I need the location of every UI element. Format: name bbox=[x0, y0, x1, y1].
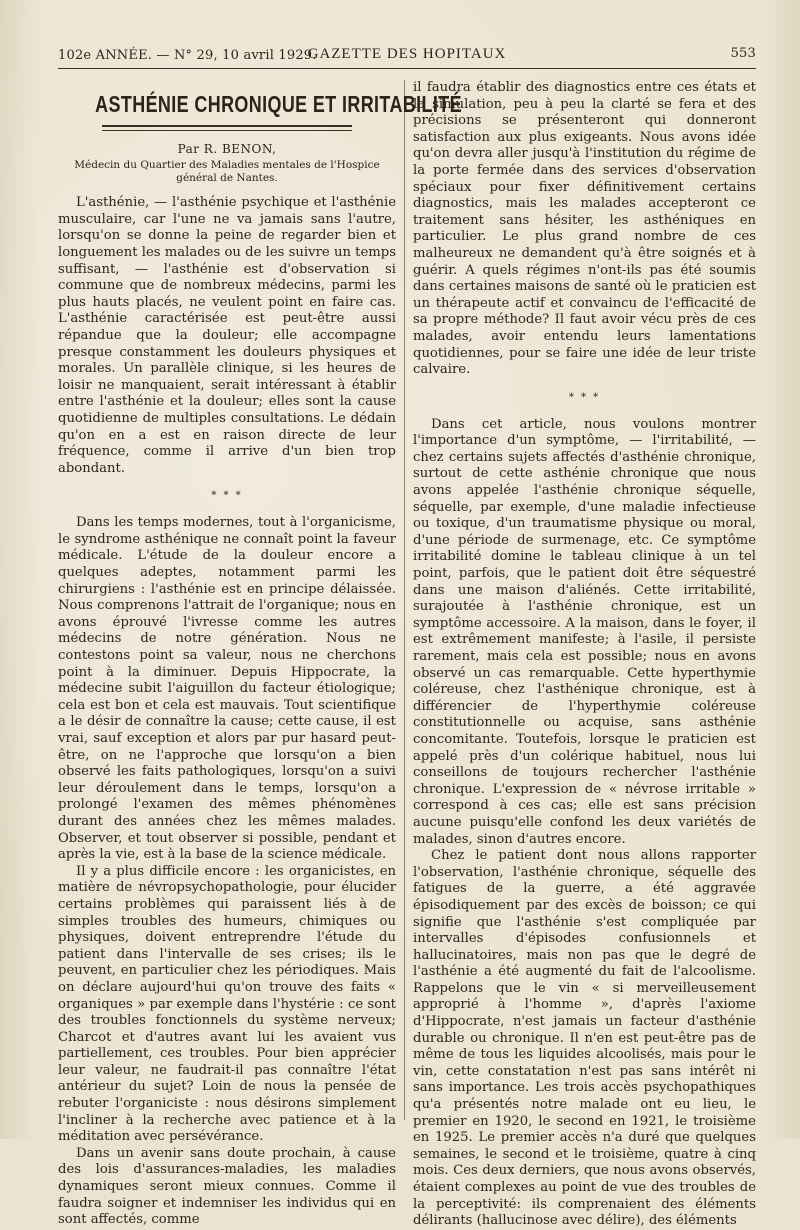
left-column bbox=[58, 80, 462, 1229]
paragraph: Dans les temps modernes, tout à l'organicisme, le syndrome asthénique ne connaît point la faveur médicale. L'étude de la douleur encore a quelques adeptes, notamment parmi les chirurgiens : l'asthénie est en principe délaissée. Nous comprenons l'attrait de l'organique; nous en avons éprouvé l'ivresse comme les autres médecins de notre génération. Nous ne contestons point sa valeur, nous ne cherchons point à la diminuer. Depuis Hippocrate, la médecine subit l'aiguillon du facteur étiologique; cela est bon et cela est mauvais. Tout scientifique a le désir de connaître la cause; cette cause, il est vrai, sauf exception et alors par pur hasard peut-être, on ne l'approche que lorsqu'on a bien observé les faits pathologiques, lorsqu'on a suivi leur déroulement dans le temps, lorsqu'on a prolongé l'examen des mêmes phénomènes durant des années chez les mêmes malades. Observer, et tout observer si possible, pendant et après la vie, est à la base de la science médicale. bbox=[58, 515, 396, 863]
section-separator: * * * bbox=[211, 490, 243, 502]
paragraph: L'asthénie, — l'asthénie psychique et l'asthénie musculaire, car l'une ne va jamais sans l'autre, lorsqu'on se donne la peine de regarder bien et longuement les malades ou de les suivre un temps suffisant, — l'asthénie est d'observation si commune que de nombreux médecins, parmi les plus hauts placés, ne veulent point en faire cas. L'asthénie caractérisée est peut-être aussi répandue que la douleur; elle accompagne presque constamment les douleurs physiques et morales. Un parallèle clinique, si les heures de loisir ne manquaient, serait intéressant à établir entre l'asthénie et la douleur; elles sont la cause quotidienne de multiples consultations. Le dédain qu'on en a est en raison directe de leur fréquence, comme il arrive d'un bien trop abondant. bbox=[58, 195, 396, 476]
page-number: 553 bbox=[730, 46, 756, 61]
right-column bbox=[413, 80, 756, 1230]
article-title: ASTHÉNIE CHRONIQUE ET IRRITABILITÉ bbox=[95, 91, 462, 117]
paragraph: Il y a plus difficile encore : les organicistes, en matière de névropsychopathologie, pour élucider certains problèmes qui paraissent liés à de simples troubles des humeurs, chimiques ou physiques, doivent entreprendre l'étude du patient dans l'intervalle de ses crises; ils le peuvent, en particulier chez les périodiques. Mais on déclare aujourd'hui qu'on trouve des faits « organiques » par exemple dans l'hystérie : ce sont des troubles fonctionnels du système nerveux; Charcot et d'autres avant lui les avaient vus partiellement, ces troubles. Pour bien apprécier leur valeur, ne faudrait-il pas connaître l'état antérieur du sujet? Loin de nous la pensée de rebuter l'organiciste : nous désirons simplement l'incliner à la recherche avec patience et à la méditation avec persévérance. bbox=[58, 863, 396, 1145]
author-affiliation: Médecin du Quartier des Maladies mentales de l'Hospice général de Nantes. bbox=[74, 159, 380, 185]
paragraph: Chez le patient dont nous allons rapporter l'observation, l'asthénie chronique, séquelle des fatigues de la guerre, a été aggravée épisodiquement par des excès de boisson; ce qui signifie que l'asthénie s'est compliquée par intervalles d'épisodes confusionnels et hallucinatoires, mais non pas que le degré de l'asthénie a été augmenté du fait de l'alcoolisme. Rappelons que le vin « si merveilleusement approprié à l'homme », d'après l'axiome d'Hippocrate, n'est jamais un facteur d'asthénie durable ou chronique. Il n'en est peut-être pas de même de tous les liquides alcoolisés, mais pour le vin, cette constatation n'est pas sans intérêt ni sans importance. Les trois accès psychopathiques qu'a présentés notre malade ont eu lieu, le premier en 1920, le second en 1921, le troisième en 1925. Le premier accès n'a duré que quelques semaines, le second et le troisième, quatre à cinq mois. Ces deux derniers, que nous avons observés, étaient complexes au point de vue des troubles de la perceptivité: ils comprenaient des éléments délirants (hallucinose avec délire), des éléments bbox=[413, 848, 756, 1229]
title-rule bbox=[102, 125, 352, 131]
paragraph: Dans cet article, nous voulons montrer l'importance d'un symptôme, — l'irritabilité, — chez certains sujets affectés d'asthénie chronique, surtout de cette asthénie chronique que nous avons appelée l'asthénie chronique séquelle, séquelle, par exemple, d'une maladie infectieuse ou toxique, d'un traumatisme physique ou moral, d'une période de surmenage, etc. Ce symptôme irritabilité domine le tableau clinique à un tel point, parfois, que le patient doit être séquestré dans une maison d'aliénés. Cette irritabilité, surajoutée à l'asthénie chronique, est un symptôme accessoire. A la maison, dans le foyer, il est extrêmement manifeste; à l'asile, il persiste rarement, mais cela est possible; nous en avons observé un cas remarquable. Cette hyperthymie coléreuse, chez l'asthénique chronique, est à différencier de l'hyperthymie coléreuse constitutionnelle ou acquise, sans asthénie concomitante. Toutefois, lorsque le praticien est appelé près d'un colérique habituel, nous lui conseillons de toujours rechercher l'asthénie chronique. L'expression de « névrose irritable » correspond à ces cas; elle est sans précision aucune puisqu'elle confond les deux variétés de malades, sinon d'autres encore. bbox=[413, 416, 756, 847]
column-divider bbox=[404, 80, 405, 1120]
journal-name: GAZETTE DES HOPITAUX bbox=[307, 46, 507, 62]
header-rule bbox=[58, 68, 756, 69]
paragraph: il faudra établir des diagnostics entre ces états et la simulation, peu à peu la clarté se fera et des précisions se présenteront qui donneront satisfaction aux plus exigeants. Nous avons idée qu'on devra aller jusqu'à l'institution du régime de la porte fermée dans des services d'observation spéciaux pour fixer définitivement certains diagnostics, mais les malades accepteront ce traitement sans hésiter, les asthéniques en particulier. Le plus grand nombre de ces malheureux ne demandent qu'à être soignés et à guérir. A quels régimes n'ont-ils pas été soumis dans certaines maisons de santé où le praticien est un thérapeute actif et convaincu de l'efficacité de sa propre méthode? Il faut avoir vécu près de ces malades, avoir entendu leurs lamentations quotidiennes, pour se faire une idée de leur triste calvaire. bbox=[413, 80, 756, 378]
article-author: Par R. BENON, bbox=[177, 141, 277, 156]
paragraph: Dans un avenir sans doute prochain, à cause des lois d'assurances-maladies, les maladies dynamiques seront mieux connues. Comme il faudra soigner et indemniser les individus qui en sont affectés, comme bbox=[58, 1145, 396, 1228]
page-header bbox=[58, 46, 756, 66]
section-separator: * * * bbox=[568, 391, 601, 403]
issue-info: 102e ANNÉE. — N° 29, 10 avril 1929. bbox=[58, 48, 317, 63]
